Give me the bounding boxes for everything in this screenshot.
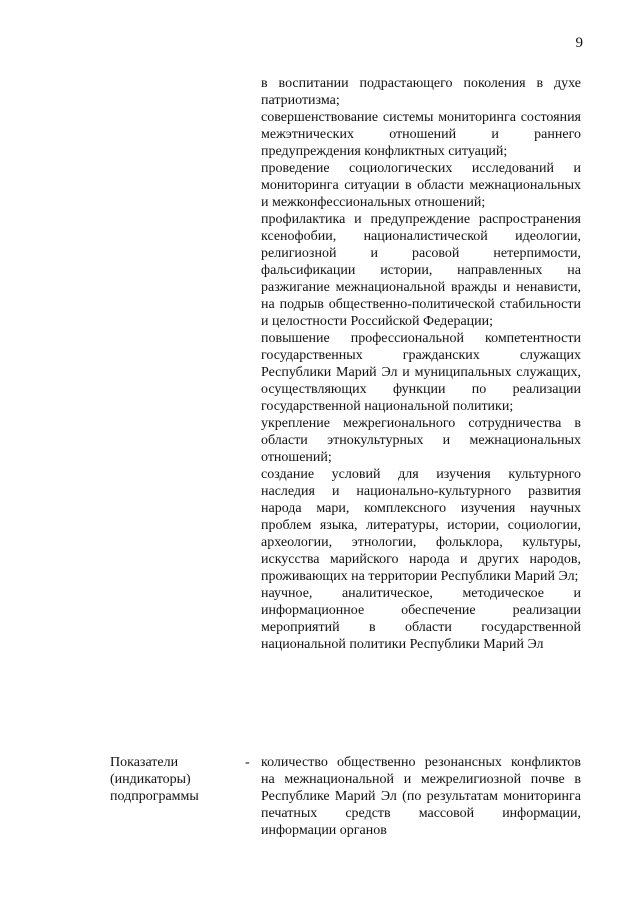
separator-dash: - <box>245 755 250 770</box>
page-number: 9 <box>575 35 583 51</box>
objective-item: совершенствование системы мониторинга состояния межэтнических отношений и раннего предупреждения конфликтных ситуаций; <box>261 110 581 159</box>
objective-item: в воспитании подрастающего поколения в духе патриотизма; <box>261 76 581 108</box>
objective-item: создание условий для изучения культурного наследия и национально-культурного развития народа мари, комплексного изучения научных проблем языка, литературы, истории, социологии, археологии, этнологии, фольклора, культуры, искусства марийского народа и других народов, проживающих на территории Республики Марий Эл; <box>261 467 581 584</box>
indicators-label-line: подпрограммы <box>110 789 199 804</box>
indicators-label-line: Показатели <box>110 755 179 770</box>
objective-item: укрепление межрегионального сотрудничества в области этнокультурных и межнациональных отношений; <box>261 416 581 465</box>
indicators-text: количество общественно резонансных конфликтов на межнациональной и межрелигиозной почве в Республике Марий Эл (по результатам мониторинга печатных средств массовой информации, информации органов <box>261 755 581 838</box>
objectives-list <box>261 75 581 653</box>
indicators-label-line: (индикаторы) <box>110 772 191 787</box>
indicators-label <box>110 754 250 805</box>
objective-item: проведение социологических исследований и мониторинга ситуации в области межнациональных и межконфессиональных отношений; <box>261 161 581 210</box>
objective-item: профилактика и предупреждение распространения ксенофобии, националистической идеологии, религиозной и расовой нетерпимости, фальсификации истории, направленных на разжигание межнациональной вражды и ненависти, на подрыв общественно-политической стабильности и целостности Российской Федерации; <box>261 212 581 329</box>
objective-item: повышение профессиональной компетентности государственных гражданских служащих Республики Марий Эл и муниципальных служащих, осуществляющих функции по реализации государственной национальной политики; <box>261 331 581 414</box>
objective-item: научное, аналитическое, методическое и информационное обеспечение реализации мероприятий в области государственной национальной политики Республики Марий Эл <box>261 586 581 652</box>
